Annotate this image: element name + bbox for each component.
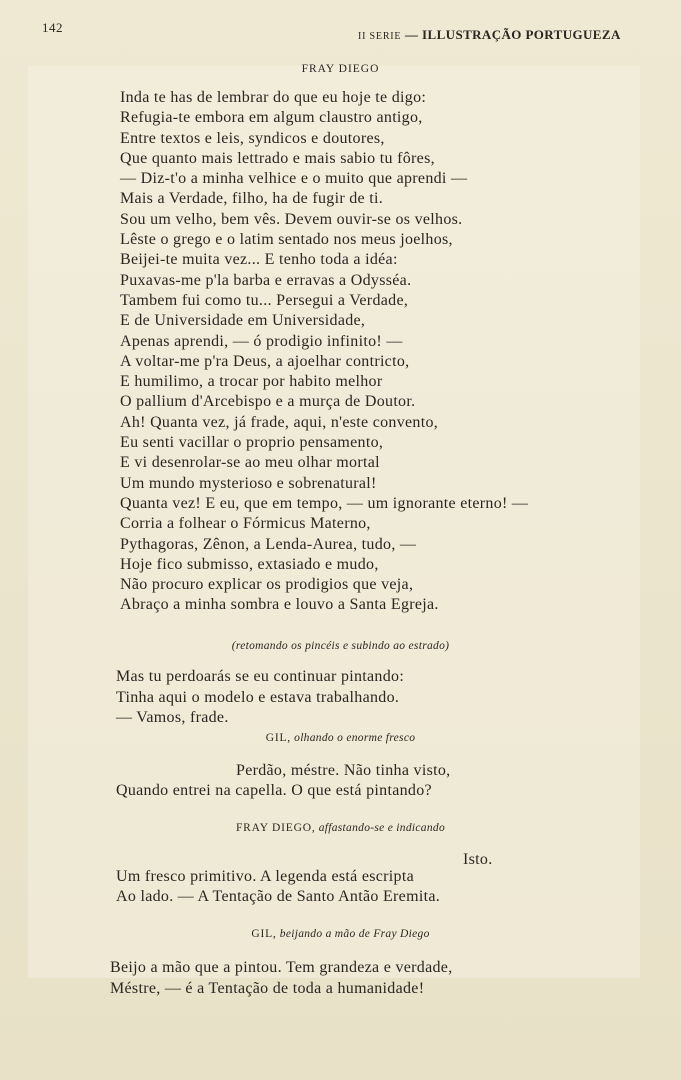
verse-line: Corria a folhear o Fórmicus Materno, [120, 515, 371, 533]
verse-block-5 [110, 958, 453, 999]
verse-line: Hoje fico submisso, extasiado e mudo, [120, 555, 379, 573]
verse-line: Ao lado. — A Tentação de Santo Antão Eremita. [116, 888, 441, 905]
series-label: II SERIE [358, 31, 402, 42]
verse-line: Tinha aqui o modelo e estava trabalhando. [116, 688, 400, 706]
verse-line: Refugia-te embora em algum claustro antigo, [120, 109, 423, 127]
speaker-name: GIL, [265, 732, 291, 744]
speaker-name: GIL, [251, 928, 277, 940]
verse-line: E de Universidade em Universidade, [120, 312, 366, 330]
speaker-name: FRAY DIEGO, [235, 822, 316, 834]
verse-line: Quando entrei na capella. O que está pintando? [116, 782, 432, 799]
verse-line: Pythagoras, Zênon, a Lenda-Aurea, tudo, — [120, 535, 417, 553]
verse-line: Um fresco primitivo. A legenda está escripta [116, 868, 415, 885]
journal-title: — ILLUSTRAÇÃO PORTUGUEZA [405, 27, 621, 42]
verse-line: — Diz-t'o a minha velhice e o muito que aprendi — [120, 170, 468, 188]
verse-line: Puxavas-me p'la barba e erravas a Odysséa. [120, 271, 412, 289]
verse-line: Um mundo mysterioso e sobrenatural! [120, 474, 377, 492]
verse-line: Ah! Quanta vez, já frade, aqui, n'este convento, [120, 413, 439, 431]
verse-line: Mais a Verdade, filho, ha de fugir de ti. [120, 190, 384, 208]
verse-line: Não procuro explicar os prodigios que veja, [120, 576, 414, 594]
verse-block-2 [116, 667, 404, 729]
verse-line: Beijei-te muita vez... E tenho toda a idéa: [120, 251, 398, 269]
verse-block-1 [120, 88, 580, 616]
verse-line: — Vamos, frade. [116, 709, 229, 726]
verse-line: Sou um velho, bem vês. Devem ouvir-se os velhos. [120, 210, 463, 228]
speaker-gil-1 [0, 732, 681, 744]
verse-line: Inda te has de lembrar do que eu hoje te digo: [120, 89, 427, 106]
running-head [358, 27, 641, 43]
speaker-direction: affastando-se e indicando [318, 822, 446, 834]
verse-line-indented: Perdão, méstre. Não tinha visto, [236, 762, 451, 779]
verse-line: Entre textos e leis, syndicos e doutores, [120, 129, 385, 147]
verse-line-indented: Isto. [463, 851, 493, 868]
speaker-direction: olhando o enorme fresco [294, 732, 416, 744]
page-number: 142 [42, 20, 63, 35]
verse-line: Abraço a minha sombra e louvo a Santa Egreja. [120, 596, 439, 614]
verse-line: Lêste o grego e o latim sentado nos meus joelhos, [120, 231, 453, 249]
verse-line: Quanta vez! E eu, que em tempo, — um ignorante eterno! — [120, 494, 529, 512]
verse-line: Que quanto mais lettrado e mais sabio tu fôres, [120, 149, 435, 167]
speaker-direction: beijando a mão de Fray Diego [279, 928, 430, 940]
speaker-fray-diego: FRAY DIEGO [301, 63, 380, 75]
verse-line: E humilimo, a trocar por habito melhor [120, 373, 383, 391]
stage-direction: (retomando os pincéis e subindo ao estrado) [231, 640, 450, 652]
verse-line: O pallium d'Arcebispo e a murça de Doutor. [120, 393, 416, 411]
verse-line: Beijo a mão que a pintou. Tem grandeza e verdade, [110, 959, 453, 976]
verse-line: Mas tu perdoarás se eu continuar pintando: [116, 668, 405, 685]
speaker-gil-2 [0, 928, 681, 940]
speaker-fray-diego-2 [0, 822, 681, 834]
verse-line: Méstre, — é a Tentação de toda a humanidade! [110, 979, 425, 997]
verse-line: E vi desenrolar-se ao meu olhar mortal [120, 454, 380, 472]
verse-line: Tambem fui como tu... Persegui a Verdade, [120, 291, 409, 309]
verse-line: Apenas aprendi, — ó prodigio infinito! — [120, 332, 403, 350]
verse-line: Eu senti vacillar o proprio pensamento, [120, 434, 384, 452]
verse-line: A voltar-me p'ra Deus, a ajoelhar contricto, [120, 352, 410, 370]
